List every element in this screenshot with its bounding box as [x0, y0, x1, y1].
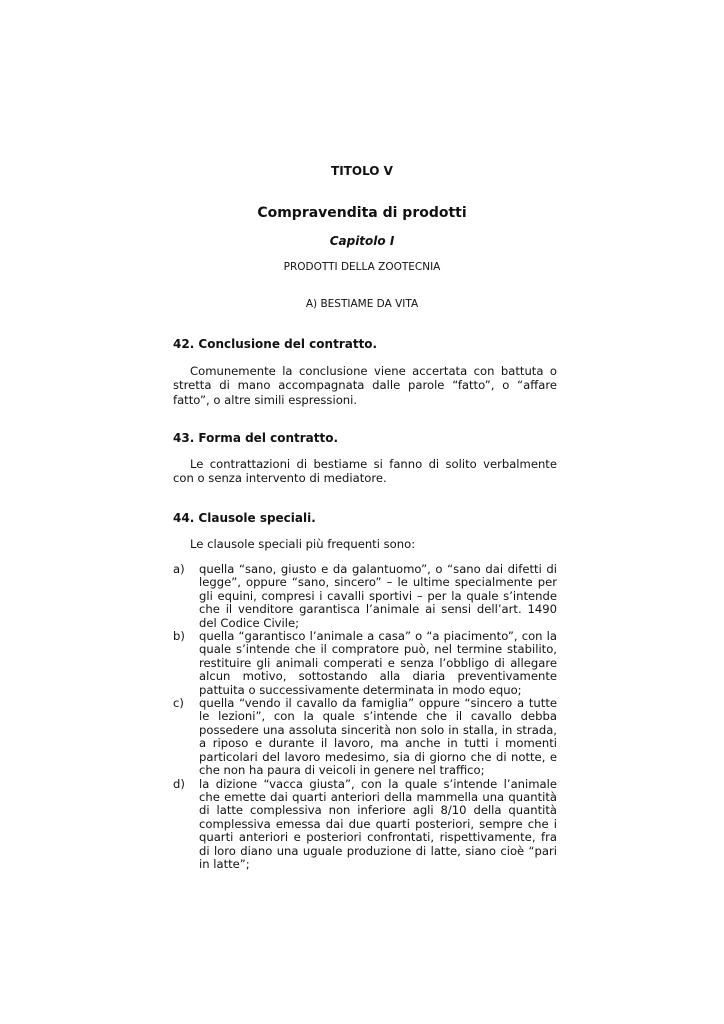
article-42-body: Comunemente la conclusione viene accertata con battuta o stretta di mano accompagnata dalle parole “fatto”, o “affare fatto”, o altre simili espressioni.	[173, 364, 557, 407]
list-item	[173, 778, 557, 872]
article-44-body: Le clausole speciali più frequenti sono:	[190, 537, 416, 551]
article-42-heading: 42. Conclusione del contratto.	[173, 337, 378, 351]
list-item-text: quella “sano, giusto e da galantuomo”, o “sano dai difetti di legge”, oppure “sano, sincero” – le ultime specialmente per gli equini, compresi i cavalli sportivi – per la quale s’intende che il venditore garantisca l’animale ai sensi dell’art. 1490 del Codice Civile;	[199, 562, 557, 630]
list-item-marker: a)	[173, 562, 185, 576]
list-item	[173, 697, 557, 777]
document-title: TITOLO V	[331, 164, 393, 178]
list-item-text: la dizione “vacca giusta”, con la quale s’intende l’animale che emette dai quarti anteriori della mammella una quantità di latte complessiva non inferiore agli 8/10 della quantità complessiva emessa dai due quarti posteriori, sempre che i quarti anteriori e posteriori confrontati, rispettivamente, fra di loro diano una uguale produzione di latte, siano cioè “pari in latte”;	[199, 776, 557, 871]
list-item-marker: c)	[173, 696, 184, 711]
list-item-text: quella “garantisco l’animale a casa” o “a piacimento”, con la quale s’intende che il compratore può, nel termine stabilito, restituire gli animali comperati e senza l’obbligo di allegare alcun motivo, sottostando alla diaria preventivamente pattuita o successivamente determinata in modo equo;	[199, 629, 557, 697]
list-item	[173, 630, 557, 697]
list-item-marker: d)	[173, 776, 185, 791]
article-43-body: Le contrattazioni di bestiame si fanno di solito verbalmente con o senza intervento di mediatore.	[173, 457, 557, 486]
subsection-title: A) BESTIAME DA VITA	[305, 298, 419, 310]
document-subtitle: Compravendita di prodotti	[257, 205, 467, 221]
chapter-title: Capitolo I	[329, 234, 395, 248]
list-item-text: quella “vendo il cavallo da famiglia” oppure “sincero a tutte le lezioni”, con la quale s’intende che il cavallo debba possedere una assoluta sincerità non solo in stalla, in strada, a riposo e durante il lavoro, ma anche in tutti i momenti particolari del lavoro medesimo, sia di giorno che di notte, e che non ha paura di veicoli in genere nel traffico;	[199, 696, 557, 778]
article-44-heading: 44. Clausole speciali.	[173, 511, 316, 525]
section-title: PRODOTTI DELLA ZOOTECNIA	[283, 261, 441, 273]
article-43-heading: 43. Forma del contratto.	[173, 431, 339, 445]
list-item	[173, 563, 557, 630]
list-item-marker: b)	[173, 629, 185, 644]
clauses-list	[173, 563, 557, 871]
